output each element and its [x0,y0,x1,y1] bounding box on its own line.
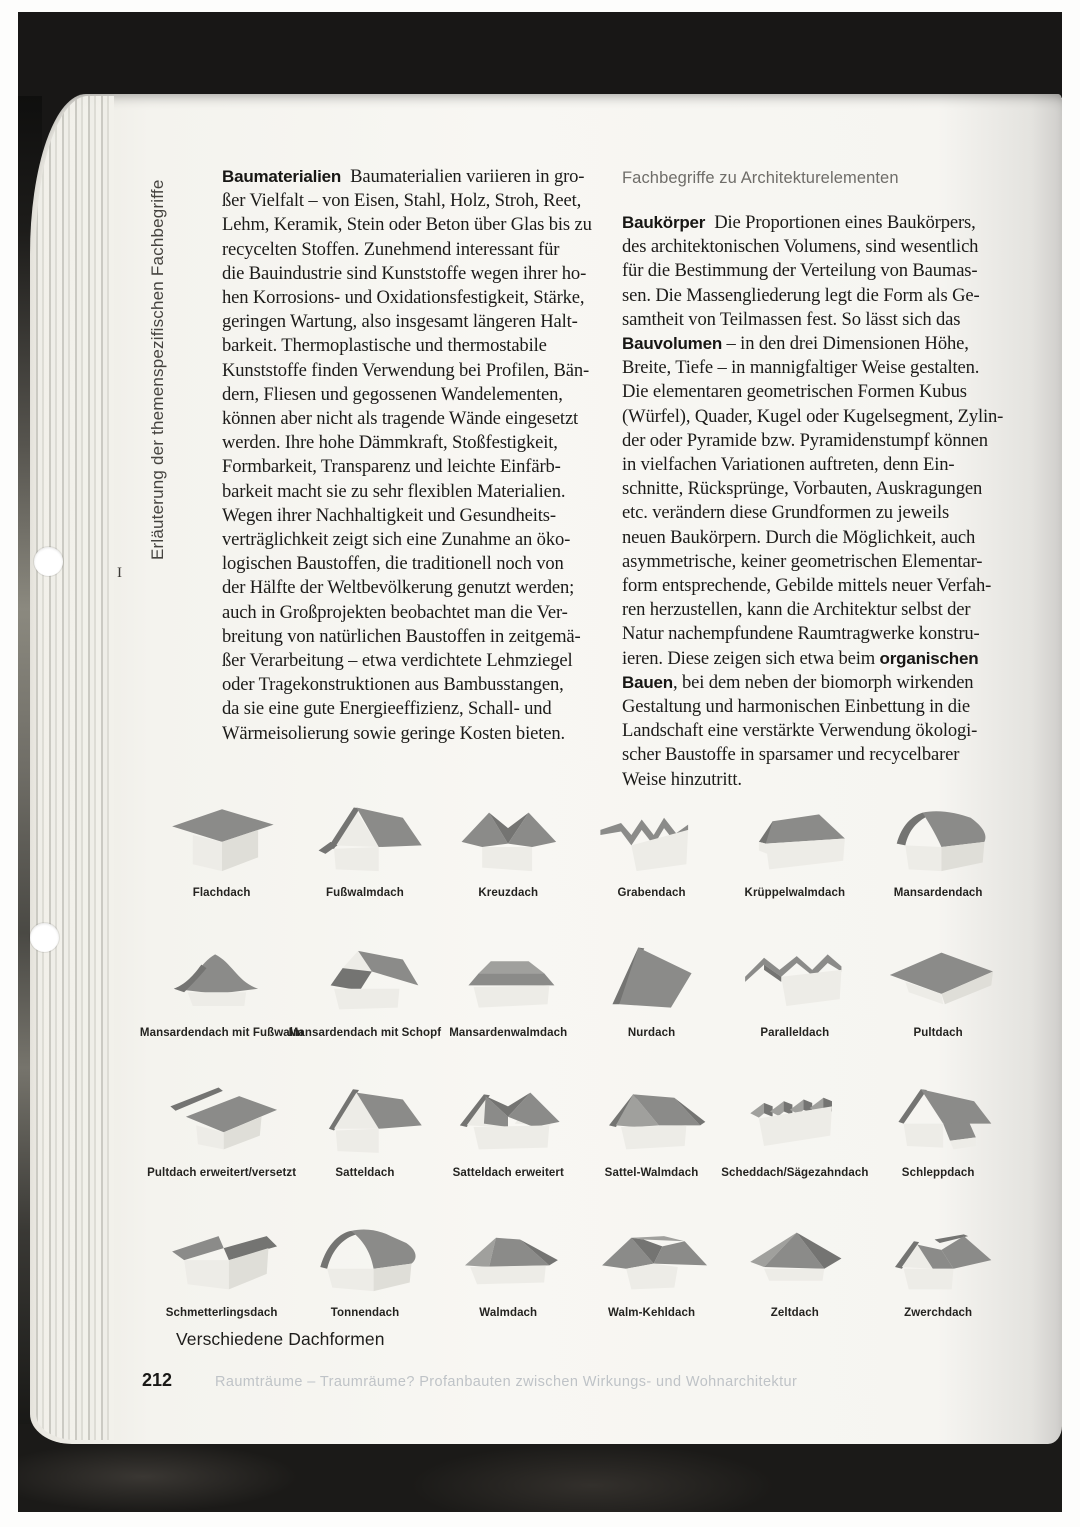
roof-label: Walmdach [479,1307,538,1319]
punch-hole [34,547,63,576]
roof-label: Grabendach [617,887,686,899]
punch-hole [30,923,59,952]
roof-label: Kreuzdach [478,887,539,899]
mansardenwalmdach-illustration [440,932,576,1018]
running-footer: Raumträume – Traumräume? Profanbauten zwischen Wirkungs- und Wohnarchitektur [215,1374,798,1390]
roof-figure-pultdach [866,932,1009,1072]
grabendach-illustration [584,792,720,878]
figure-caption: Verschiedene Dachformen [176,1329,385,1349]
krueppelwalmdach-illustration [727,792,863,878]
roof-label: Sattel-Walmdach [604,1167,699,1179]
roof-label: Schleppdach [901,1167,975,1179]
roof-figure-paralleldach [723,932,866,1072]
roof-figure-satteldach-erweitert [437,1072,580,1212]
right-text-column: Baukörper Die Proportionen eines Baukörpers, des architektonischen Volumens, sind wesentlich für die Bestimmung der Verteilung von Baumas- sen. Die Massengliederung legt die Form als Ge- samtheit von Teilmassen fest. So lässt sich das Bauvolumen – in den drei Dimensionen Höhe, Breite, Tiefe – in mannigfaltiger Weise gestalten. Die elementaren geometrischen Formen Kubus (Würfel), Quader, Kugel oder Kugelsegment, Zylin- der oder Pyramide bzw. Pyramidenstumpf können in vielfachen Variationen auftreten, denn Ein- schnitte, Rücksprünge, Vorbauten, Auskragungen etc. verändern diese Grundformen zu jeweils neuen Baukörpern. Durch die Möglichkeit, auch asymmetrische, keiner geometrischen Elementar- form entsprechende, Gebilde mittels neuer Verfah- ren herzustellen, kann die Architektur selbst der Natur nachempfundene Raumtragwerke konstru- ieren. Diese zeigen sich etwa beim organischen Bauen, bei dem neben der biomorph wirkenden Gestaltung und harmonischen Einbettung in die Landschaft eine verstärkte Verwendung ökologi- scher Baustoffe in sparsamer und recycelbarer Weise hinzutritt. [622,212,1004,790]
mansardendach-mit-fusswalm-illustration [154,932,290,1018]
roof-figure-mansardenwalmdach [437,932,580,1072]
roof-label: Mansardendach mit Schopf [288,1027,442,1039]
roof-label: Paralleldach [760,1027,830,1039]
roof-label: Satteldach erweitert [452,1167,564,1179]
satteldach-illustration [297,1072,433,1158]
pultdach-illustration [870,932,1006,1018]
roof-label: Zwerchdach [904,1307,973,1319]
roof-figure-satteldach [293,1072,436,1212]
scan-frame-top [18,12,1062,98]
flachdach-illustration [154,792,290,878]
roof-label: Walm-Kehldach [607,1307,696,1319]
satteldach-erweitert-illustration [440,1072,576,1158]
kreuzdach-illustration [440,792,576,878]
roof-figure-scheddach [721,1072,869,1212]
roof-figure-zeltdach [723,1212,866,1352]
left-text-column: Baumaterialien Baumaterialien variieren in gro- ßer Vielfalt – von Eisen, Stahl, Holz, Stroh, Reet, Lehm, Keramik, Stein oder Beton über Glas bis zu recycelten Stoffen. Zunehmend interessant für die Bauindustrie sind Kunststoffe wegen ihrer ho- hen Korrosions- und Oxidationsfestigkeit, Stärke, geringen Wartung, also insgesamt längeren Halt- barkeit. Thermoplastische und thermostabile Kunststoffe finden Verwendung bei Profilen, Bän- dern, Fliesen und gegossenen Wandelementen, können aber nicht als tragende Wände eingesetzt werden. Ihre hohe Dämmkraft, Stoßfestigkeit, Formbarkeit, Transparenz und leichte Einfärb- barkeit macht sie zu sehr flexiblen Materialien. Wegen ihrer Nachhaltigkeit und Gesundheits- verträglichkeit zeigt sich eine Zunahme an öko- logischen Baustoffen, die traditionell noch von der Hälfte der Weltbevölkerung genutzt werden; auch in Großprojekten beobachtet man die Ver- breitung von natürlichen Baustoffen in zeitgemä- ßer Verarbeitung – etwa verdichtete Lehmziegel oder Tragekonstruktionen aus Bambusstangen, da sie eine gute Energieeffizienz, Schall- und Wärmeisolierung sowie geringe Kosten bieten. [222,166,592,744]
roof-figure-mansardendach-schopf [288,932,442,1072]
roof-label: Scheddach/Sägezahndach [721,1167,869,1179]
roof-figure-krueppelwalmdach [723,792,866,932]
mansardendach-illustration [870,792,1006,878]
sattel-walmdach-illustration [584,1072,720,1158]
scheddach-saegezahndach-illustration [727,1072,863,1158]
walm-kehldach-illustration [584,1212,720,1298]
zeltdach-illustration [727,1212,863,1298]
roof-label: Krüppelwalmdach [744,887,846,899]
roof-figure-pultdach-erweitert [147,1072,297,1212]
paralleldach-illustration [727,932,863,1018]
tonnendach-illustration [297,1212,433,1298]
roof-figure-flachdach [150,792,293,932]
roof-figure-fusswalmdach [293,792,436,932]
margin-mark: I [117,565,122,581]
roof-figure-schleppdach [866,1072,1009,1212]
roof-label: Flachdach [192,887,251,899]
schmetterlingsdach-illustration [154,1212,290,1298]
roof-figure-nurdach [580,932,723,1072]
roof-figure-mansardendach [866,792,1009,932]
roof-figure-mansardendach-fusswalm [139,932,304,1072]
roof-label: Fußwalmdach [326,887,404,899]
roof-label: Schmetterlingsdach [165,1307,278,1319]
roof-label: Satteldach [335,1167,395,1179]
mansardendach-mit-schopf-illustration [297,932,433,1018]
roof-label: Mansardendach mit Fußwalm [139,1027,304,1039]
zwerchdach-illustration [870,1212,1006,1298]
right-column-header: Fachbegriffe zu Architekturelementen [622,169,899,187]
roof-figure-walm-kehldach [580,1212,723,1352]
sidebar-vertical-label: Erläuterung der themenspezifischen Fachbegriffe [148,179,167,560]
roof-figure-zwerchdach [866,1212,1009,1352]
walmdach-illustration [440,1212,576,1298]
roof-figure-walmdach [437,1212,580,1352]
page-fore-edge [36,96,114,1440]
schleppdach-illustration [870,1072,1006,1158]
roof-label: Zeltdach [770,1307,819,1319]
page-number: 212 [142,1370,173,1390]
roof-figure-grabendach [580,792,723,932]
roof-label: Tonnendach [330,1307,400,1319]
roof-label: Pultdach erweitert/versetzt [147,1167,297,1179]
roof-figure-kreuzdach [437,792,580,932]
roof-label: Mansardenwalmdach [449,1027,568,1039]
roof-figure-sattel-walmdach [580,1072,723,1212]
roof-label: Nurdach [627,1027,676,1039]
roof-label: Mansardendach [893,887,983,899]
fusswalmdach-illustration [297,792,433,878]
pultdach-erweitert-versetzt-illustration [154,1072,290,1158]
roof-forms-grid [139,792,1010,1352]
nurdach-illustration [584,932,720,1018]
roof-label: Pultdach [913,1027,963,1039]
